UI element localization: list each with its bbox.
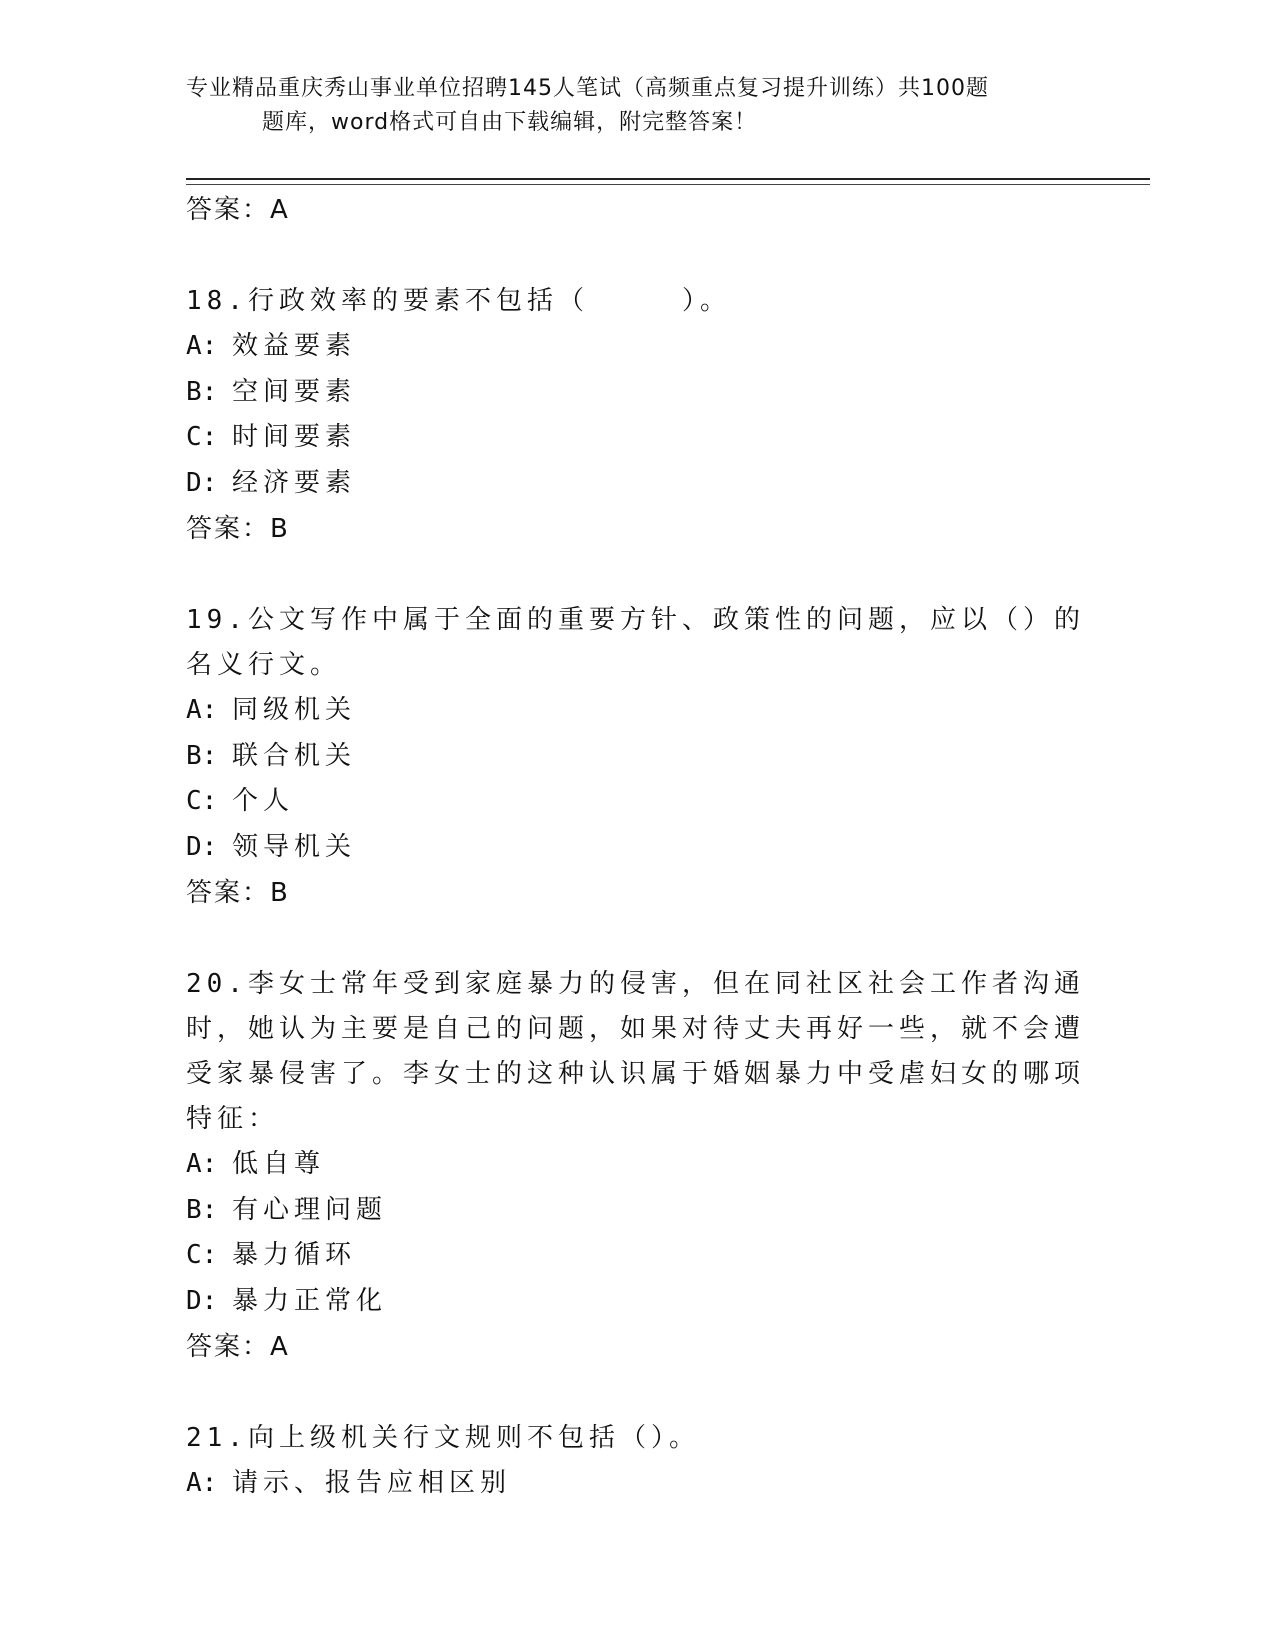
header-divider-thick — [186, 178, 1150, 180]
question-text: 19.公文写作中属于全面的重要方针、政策性的问题，应以（）的名义行文。 — [186, 605, 1085, 680]
option-letter: A: — [186, 331, 218, 361]
option-letter: C: — [186, 422, 218, 452]
option-text: 空间要素 — [232, 376, 357, 407]
question-block — [186, 962, 1086, 1370]
option-letter: A: — [186, 1468, 218, 1498]
question-list — [186, 187, 1086, 1507]
option-letter: A: — [186, 695, 218, 725]
option-letter: C: — [186, 1240, 218, 1270]
question-block — [186, 598, 1086, 916]
option-text: 暴力循环 — [232, 1240, 357, 1270]
option-c — [186, 415, 1086, 461]
document-header — [186, 72, 1086, 140]
question-block — [186, 279, 1086, 552]
question-text: 18.行政效率的要素不包括（ ）。 — [186, 286, 731, 316]
option-text: 经济要素 — [232, 467, 357, 498]
option-text: 暴力正常化 — [232, 1285, 388, 1316]
header-title-line-2: 题库，word格式可自由下载编辑，附完整答案！ — [262, 110, 758, 135]
option-text: 低自尊 — [232, 1149, 326, 1179]
option-letter: D: — [186, 467, 218, 498]
option-letter: B: — [186, 1194, 218, 1225]
option-a — [186, 688, 1086, 734]
answer-line: 答案：B — [186, 878, 290, 908]
header-divider-thin — [186, 184, 1150, 185]
option-a — [186, 324, 1086, 370]
option-letter: B: — [186, 740, 218, 771]
question-text: 21.向上级机关行文规则不包括（）。 — [186, 1423, 700, 1453]
option-c — [186, 1233, 1086, 1279]
option-text: 时间要素 — [232, 422, 357, 452]
spacer — [186, 1370, 1086, 1416]
option-text: 领导机关 — [232, 831, 357, 862]
option-letter: C: — [186, 786, 218, 816]
question-text: 20.李女士常年受到家庭暴力的侵害，但在同社区社会工作者沟通时，她认为主要是自己的问题，如果对待丈夫再好一些，就不会遭受家暴侵害了。李女士的这种认识属于婚姻暴力中受虐妇女的哪项特征： — [186, 969, 1086, 1134]
option-text: 联合机关 — [232, 740, 357, 771]
option-a — [186, 1461, 1086, 1507]
option-d — [186, 825, 1086, 871]
answer-line: 答案：B — [186, 514, 290, 544]
option-letter: A: — [186, 1149, 218, 1179]
spacer — [186, 552, 1086, 598]
answer-line: 答案：A — [186, 195, 290, 225]
option-text: 有心理问题 — [232, 1194, 388, 1225]
option-text: 效益要素 — [232, 331, 357, 361]
option-text: 请示、报告应相区别 — [232, 1468, 512, 1498]
option-letter: B: — [186, 376, 218, 407]
option-letter: D: — [186, 1285, 218, 1316]
option-b — [186, 1188, 1086, 1234]
option-c — [186, 779, 1086, 825]
option-b — [186, 734, 1086, 780]
option-b — [186, 370, 1086, 416]
spacer — [186, 233, 1086, 279]
option-a — [186, 1142, 1086, 1188]
option-text: 个人 — [232, 786, 295, 816]
answer-line: 答案：A — [186, 1332, 290, 1362]
option-letter: D: — [186, 831, 218, 862]
spacer — [186, 916, 1086, 962]
header-title-line-1: 专业精品重庆秀山事业单位招聘145人笔试（高频重点复习提升训练）共100题 — [186, 76, 989, 101]
question-block — [186, 1416, 1086, 1507]
option-d — [186, 1279, 1086, 1325]
option-text: 同级机关 — [232, 695, 357, 725]
option-d — [186, 461, 1086, 507]
